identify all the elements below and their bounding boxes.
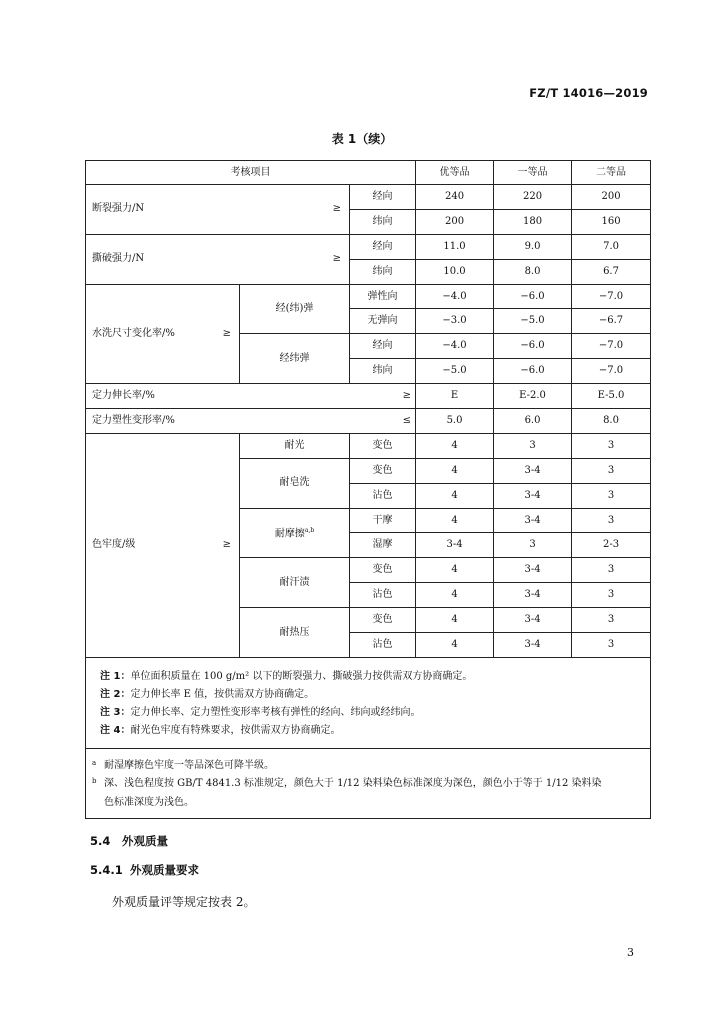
value-cell: 3	[494, 533, 572, 558]
value-cell: 3-4	[494, 458, 572, 483]
header-grade-superior: 优等品	[416, 161, 494, 185]
table-row	[86, 185, 651, 210]
value-cell: 3	[572, 483, 651, 508]
direction-cell: 纬向	[350, 359, 416, 384]
value-cell: 5.0	[416, 409, 494, 434]
direction-cell: 经向	[350, 234, 416, 259]
value-cell: 2-3	[572, 533, 651, 558]
subgroup-label: 耐摩擦$^{a,b}$	[240, 508, 350, 558]
elongation-label: 定力伸长率/% ≥	[86, 384, 416, 409]
value-cell: −7.0	[572, 284, 651, 309]
value-cell: 9.0	[494, 234, 572, 259]
direction-cell: 变色	[350, 558, 416, 583]
wash-shrinkage-label: 水洗尺寸变化率/% ≥	[86, 284, 240, 384]
value-cell: 3	[572, 433, 651, 458]
value-cell: 3	[572, 608, 651, 633]
value-cell: E	[416, 384, 494, 409]
subgroup-label: 经纬弹	[240, 334, 350, 384]
header-grade-first: 一等品	[494, 161, 572, 185]
value-cell: −4.0	[416, 284, 494, 309]
value-cell: E-2.0	[494, 384, 572, 409]
table-row	[86, 409, 651, 434]
color-fastness-label: 色牢度/级 ≥	[86, 433, 240, 657]
value-cell: 200	[416, 209, 494, 234]
value-cell: 4	[416, 458, 494, 483]
value-cell: 3	[572, 558, 651, 583]
note-line: 注 3：定力伸长率、定力塑性变形率考核有弹性的经向、纬向或经纬向。	[100, 706, 421, 718]
value-cell: 240	[416, 185, 494, 210]
value-cell: 220	[494, 185, 572, 210]
direction-cell: 湿摩	[350, 533, 416, 558]
value-cell: 3-4	[494, 633, 572, 658]
note-line: 注 1：单位面积质量在 100 g/m² 以下的断裂强力、撕破强力按供需双方协商确定。	[100, 670, 473, 682]
direction-cell: 沾色	[350, 583, 416, 608]
direction-cell: 弹性向	[350, 284, 416, 309]
subgroup-label: 耐热压	[240, 608, 350, 658]
quality-table	[85, 160, 651, 819]
value-cell: 10.0	[416, 259, 494, 284]
value-cell: 3	[572, 633, 651, 658]
body-paragraph: 外观质量评等规定按表 2。	[112, 895, 256, 909]
table-row	[86, 433, 651, 458]
note-line: 注 4：耐光色牢度有特殊要求，按供需双方协商确定。	[100, 724, 341, 736]
table-row	[86, 284, 651, 309]
direction-cell: 经向	[350, 334, 416, 359]
value-cell: 3-4	[494, 508, 572, 533]
value-cell: 6.7	[572, 259, 651, 284]
notes-row	[86, 657, 651, 748]
value-cell: 3-4	[494, 558, 572, 583]
table-header-row	[86, 161, 651, 185]
plastic-deformation-label: 定力塑性变形率/% ≤	[86, 409, 416, 434]
value-cell: 6.0	[494, 409, 572, 434]
standard-code: FZ/T 14016—2019	[529, 86, 648, 100]
value-cell: −6.0	[494, 284, 572, 309]
value-cell: 3	[572, 458, 651, 483]
value-cell: E-5.0	[572, 384, 651, 409]
footnote-line: a 耐湿摩擦色牢度一等品深色可降半级。	[92, 758, 274, 771]
subgroup-label: 耐汗渍	[240, 558, 350, 608]
value-cell: −5.0	[494, 309, 572, 334]
value-cell: 11.0	[416, 234, 494, 259]
value-cell: 3-4	[494, 583, 572, 608]
value-cell: −6.7	[572, 309, 651, 334]
value-cell: 4	[416, 583, 494, 608]
value-cell: 4	[416, 558, 494, 583]
value-cell: 4	[416, 483, 494, 508]
note-line: 注 2：定力伸长率 E 值，按供需双方协商确定。	[100, 688, 315, 700]
direction-cell: 沾色	[350, 483, 416, 508]
value-cell: −6.0	[494, 359, 572, 384]
value-cell: 4	[416, 433, 494, 458]
direction-cell: 干摩	[350, 508, 416, 533]
tearing-strength-label: 撕破强力/N ≥	[86, 234, 350, 284]
direction-cell: 变色	[350, 433, 416, 458]
value-cell: 3-4	[494, 608, 572, 633]
value-cell: 4	[416, 633, 494, 658]
value-cell: −3.0	[416, 309, 494, 334]
direction-cell: 纬向	[350, 209, 416, 234]
value-cell: 160	[572, 209, 651, 234]
value-cell: 3-4	[416, 533, 494, 558]
direction-cell: 沾色	[350, 633, 416, 658]
value-cell: −7.0	[572, 334, 651, 359]
section-5-4-1-heading: 5.4.1 外观质量要求	[90, 863, 199, 877]
footnotes-cell	[86, 748, 651, 819]
direction-cell: 纬向	[350, 259, 416, 284]
value-cell: 3	[572, 508, 651, 533]
table-row	[86, 384, 651, 409]
page-number: 3	[627, 946, 634, 959]
value-cell: −5.0	[416, 359, 494, 384]
subgroup-label: 耐光	[240, 433, 350, 458]
value-cell: 8.0	[494, 259, 572, 284]
direction-cell: 变色	[350, 608, 416, 633]
value-cell: 3-4	[494, 483, 572, 508]
breaking-strength-label: 断裂强力/N ≥	[86, 185, 350, 235]
value-cell: 4	[416, 508, 494, 533]
direction-cell: 无弹向	[350, 309, 416, 334]
header-grade-second: 二等品	[572, 161, 651, 185]
subgroup-label: 耐皂洗	[240, 458, 350, 508]
direction-cell: 经向	[350, 185, 416, 210]
value-cell: −7.0	[572, 359, 651, 384]
footnotes-row	[86, 748, 651, 819]
direction-cell: 变色	[350, 458, 416, 483]
value-cell: 4	[416, 608, 494, 633]
value-cell: −4.0	[416, 334, 494, 359]
table-row	[86, 234, 651, 259]
value-cell: 3	[572, 583, 651, 608]
value-cell: 200	[572, 185, 651, 210]
footnote-line: b 深、浅色程度按 GB/T 4841.3 标准规定，颜色大于 1/12 染料染色标准深度为深色，颜色小于等于 1/12 染料染 色标准深度为浅色。	[92, 777, 602, 808]
value-cell: 7.0	[572, 234, 651, 259]
header-item: 考核项目	[86, 161, 416, 185]
subgroup-label: 经(纬)弹	[240, 284, 350, 334]
value-cell: 3	[494, 433, 572, 458]
value-cell: 180	[494, 209, 572, 234]
table-caption: 表 1（续）	[331, 132, 393, 146]
value-cell: 8.0	[572, 409, 651, 434]
value-cell: −6.0	[494, 334, 572, 359]
notes-cell	[86, 657, 651, 748]
section-5-4-heading: 5.4 外观质量	[90, 834, 168, 848]
